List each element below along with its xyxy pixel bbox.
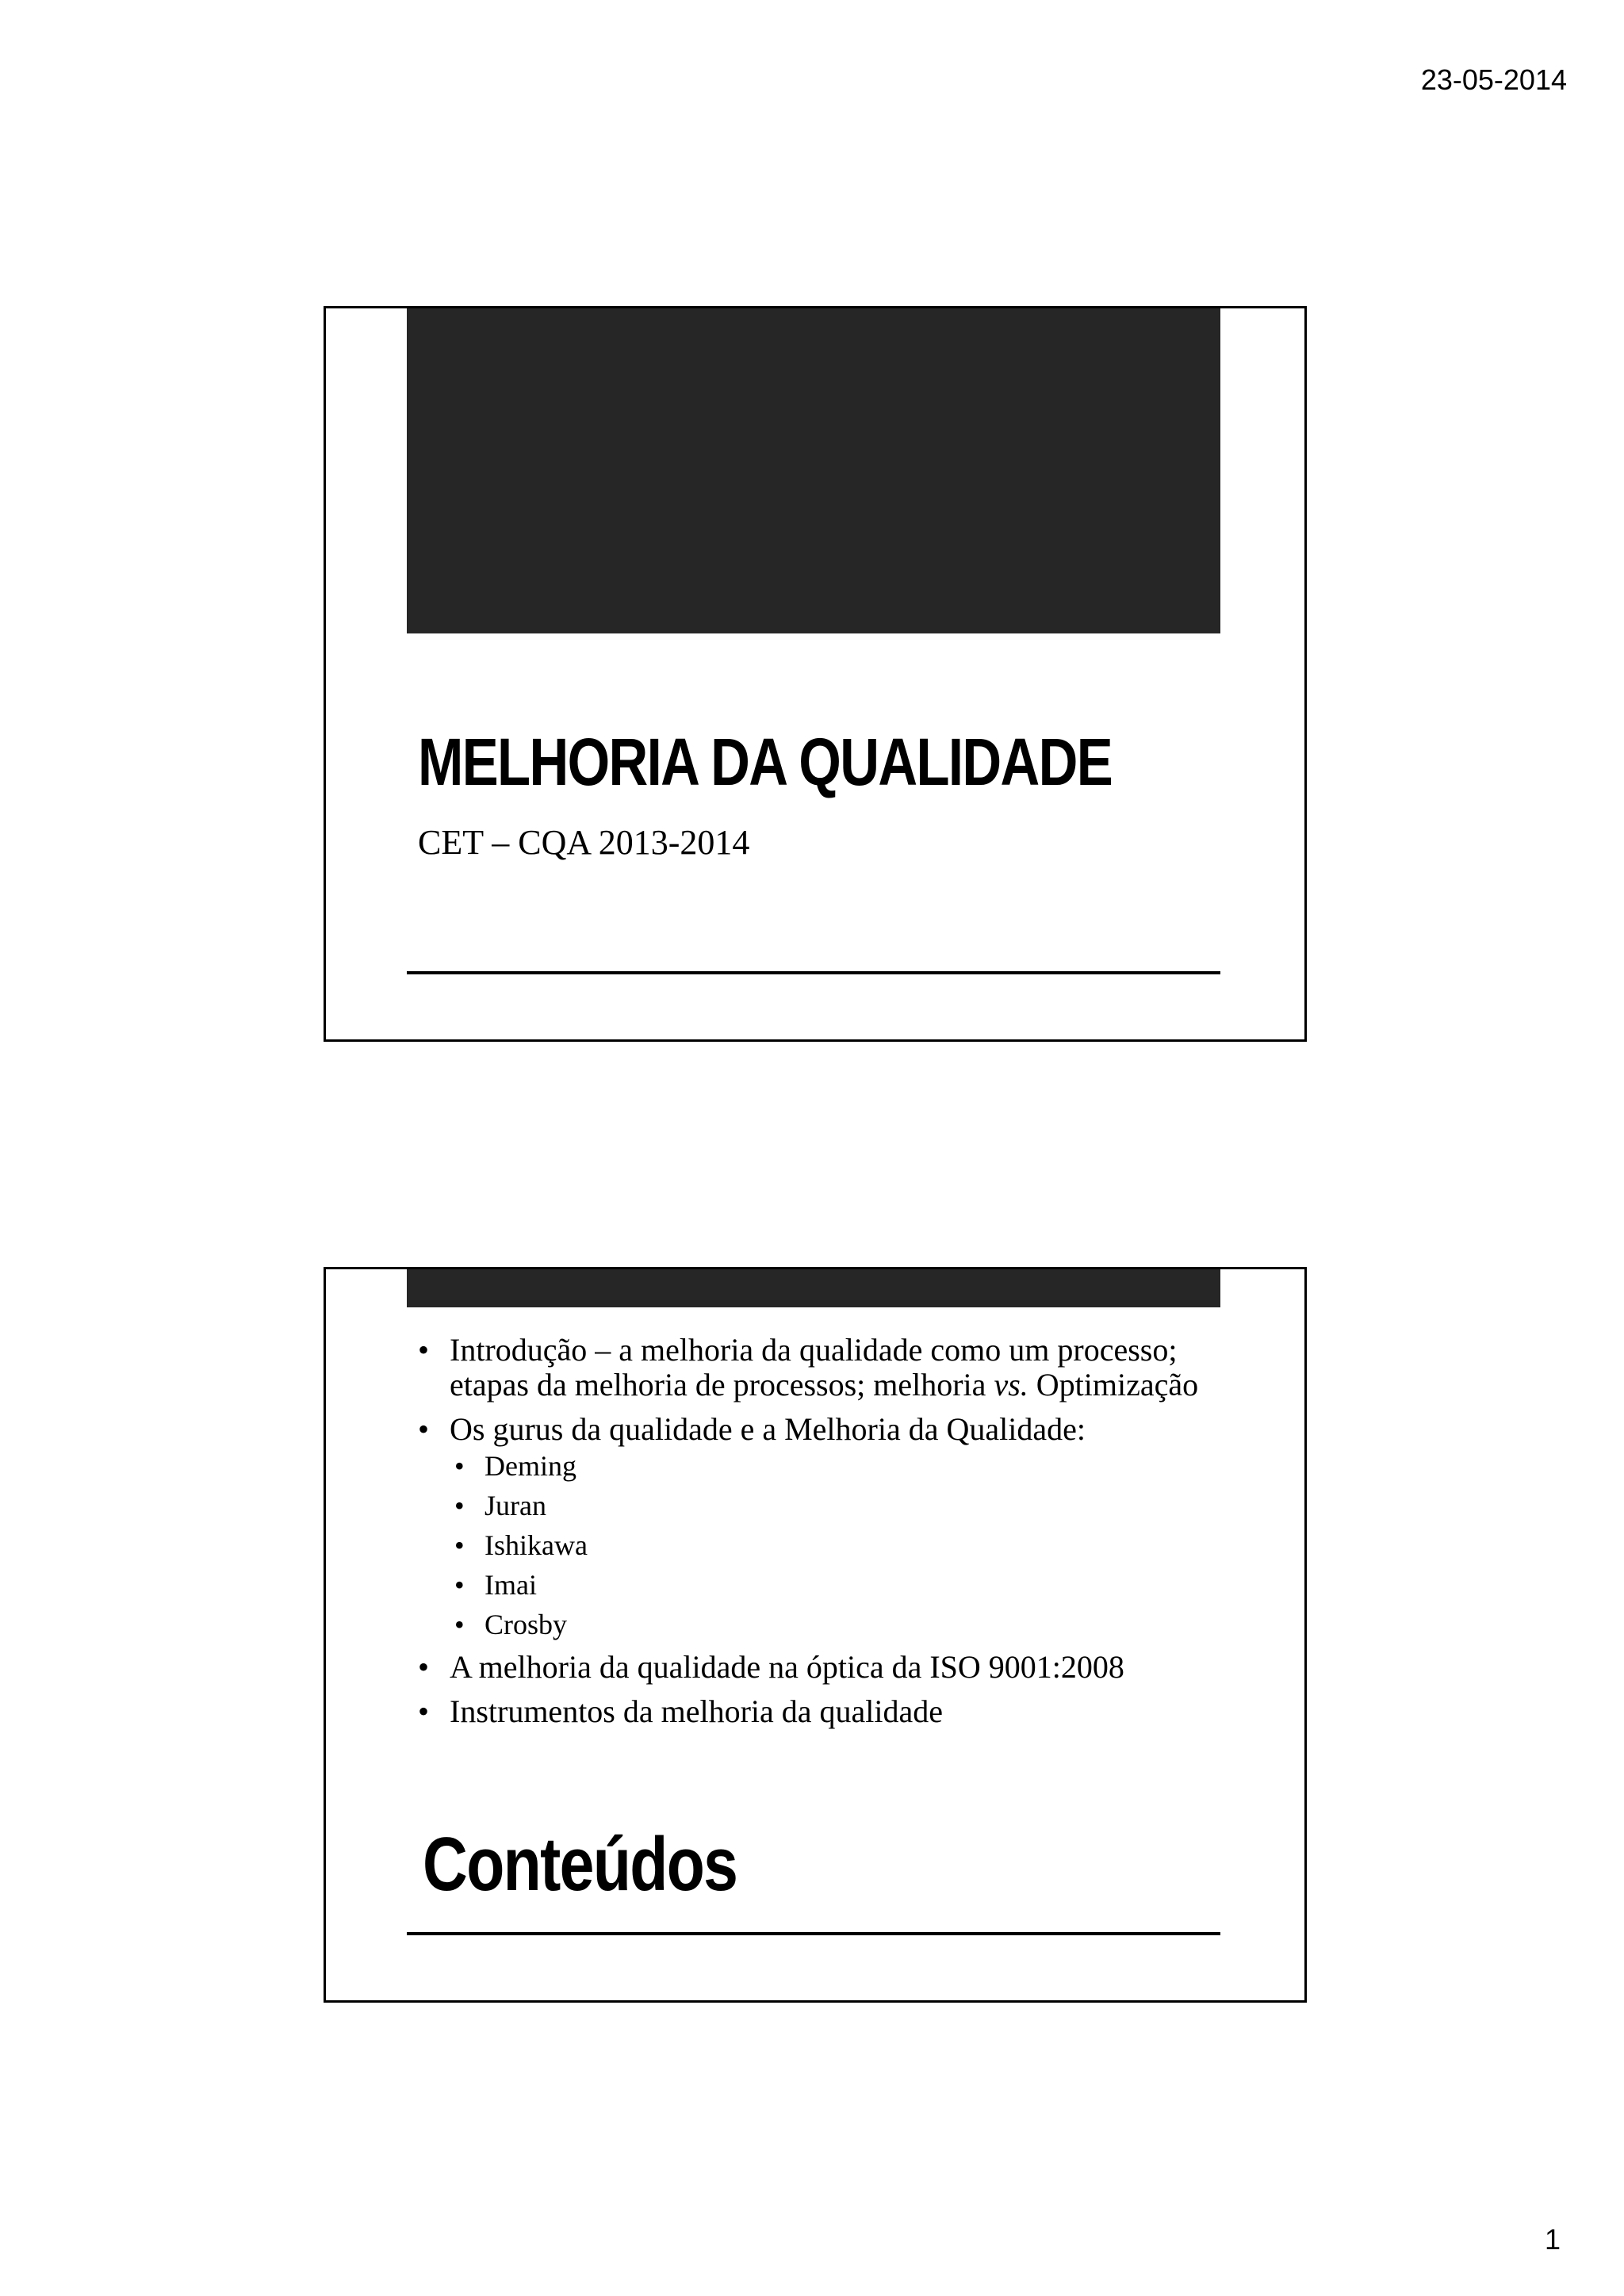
slide-title: Conteúdos bbox=[423, 1822, 737, 1907]
list-item-text: Os gurus da qualidade e a Melhoria da Qualidade: bbox=[450, 1411, 1086, 1447]
list-item bbox=[412, 1650, 1220, 1685]
sub-list-item: • Ishikawa bbox=[450, 1529, 1220, 1561]
list-item-text: Introdução – a melhoria da qualidade como um processo; etapas da melhoria de processos; melhoria bbox=[450, 1332, 1178, 1402]
contents-list bbox=[412, 1333, 1220, 1739]
list-item bbox=[412, 1333, 1220, 1402]
sub-list-item: • Crosby bbox=[450, 1609, 1220, 1640]
slide-title-slide bbox=[324, 306, 1307, 1042]
slide-contents bbox=[324, 1267, 1307, 2003]
slide-subtitle: CET – CQA 2013-2014 bbox=[418, 823, 750, 862]
list-item bbox=[412, 1412, 1220, 1640]
list-item-emphasis: vs. bbox=[994, 1367, 1028, 1402]
slide-title: MELHORIA DA QUALIDADE bbox=[418, 725, 1112, 799]
list-item-text: Instrumentos da melhoria da qualidade bbox=[450, 1693, 944, 1729]
slide-header-block bbox=[407, 308, 1220, 633]
sub-list-item: • Juran bbox=[450, 1490, 1220, 1521]
slide-divider bbox=[407, 971, 1220, 974]
list-item-text: A melhoria da qualidade na óptica da ISO 9001:2008 bbox=[450, 1649, 1124, 1685]
sub-list-item: • Deming bbox=[450, 1450, 1220, 1482]
page-date: 23-05-2014 bbox=[1420, 63, 1567, 96]
list-item-text: Optimização bbox=[1028, 1367, 1199, 1402]
sub-list bbox=[450, 1450, 1220, 1640]
slide-divider bbox=[407, 1932, 1220, 1935]
sub-list-item: • Imai bbox=[450, 1569, 1220, 1601]
slide-header-block bbox=[407, 1269, 1220, 1307]
list-item bbox=[412, 1694, 1220, 1729]
page-number: 1 bbox=[1544, 2223, 1561, 2256]
